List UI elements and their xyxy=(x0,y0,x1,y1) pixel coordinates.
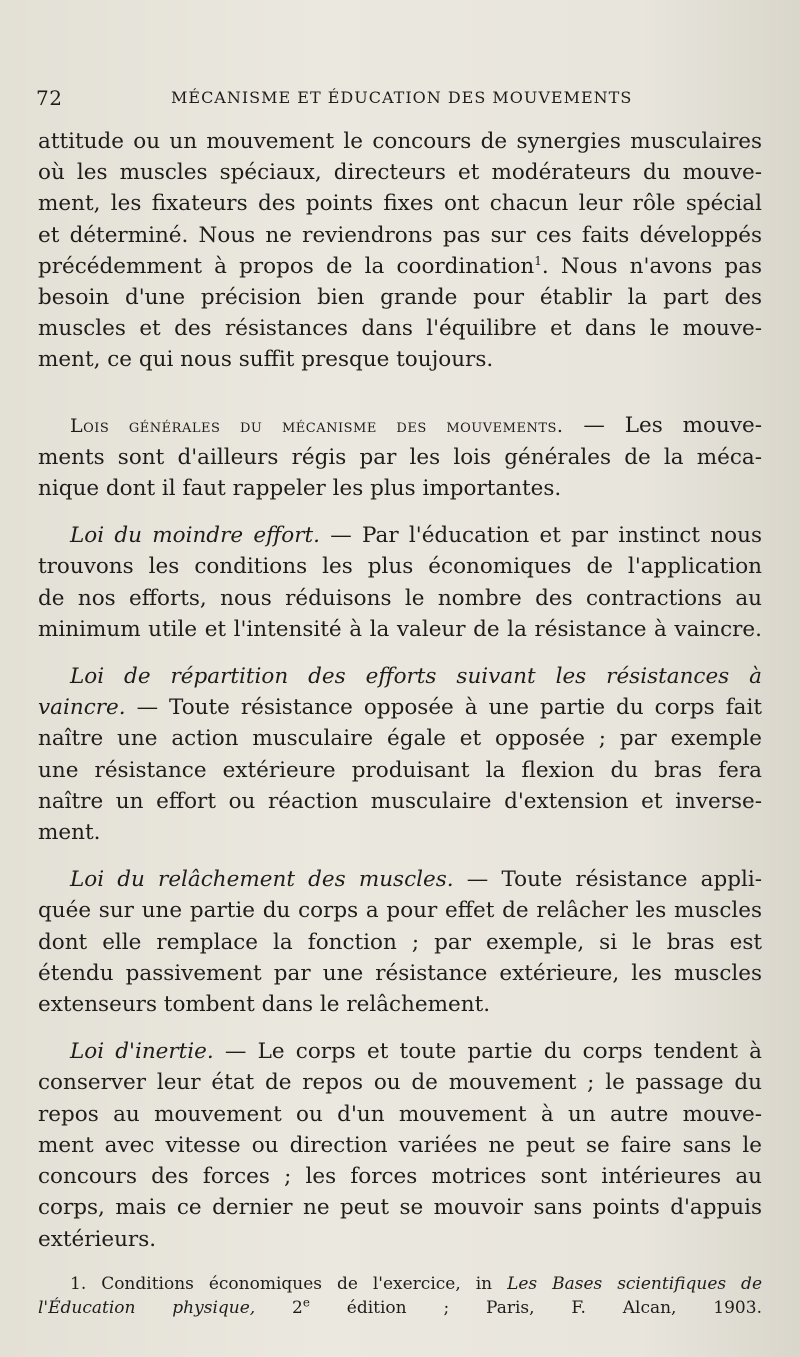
text-line: ment avec vitesse ou direction variées ne peut se faire sans le xyxy=(38,1132,762,1158)
text-line: ment, ce qui nous suffit presque toujours. xyxy=(38,347,494,373)
text-line xyxy=(38,692,762,723)
text-line: minimum utile et l'intensité à la valeur de la résistance à vaincre. xyxy=(38,616,762,642)
text-fragment: . Nous n'avons pas xyxy=(541,253,762,279)
text-line xyxy=(38,520,762,551)
text-line xyxy=(38,251,762,282)
text-fragment: 2 xyxy=(255,1298,303,1318)
law-title: Loi d'inertie. xyxy=(70,1039,214,1065)
text-line: nique dont il faut rappeler les plus importantes. xyxy=(38,476,562,502)
text-line xyxy=(38,1036,762,1067)
text-fragment: Conditions économiques de l'exercice, in xyxy=(86,1274,508,1294)
running-title: MÉCANISME ET ÉDUCATION DES MOUVEMENTS xyxy=(171,88,633,107)
footnote xyxy=(38,1272,762,1320)
text-fragment: — Toute résistance opposée à une partie du corps fait xyxy=(125,695,762,721)
text-line: quée sur une partie du corps a pour effet de relâcher les muscles xyxy=(38,898,762,924)
text-line: ment. xyxy=(38,820,101,846)
text-line: corps, mais ce dernier ne peut se mouvoir sans points d'appuis xyxy=(38,1195,762,1221)
text-line: trouvons les conditions les plus économiques de l'application xyxy=(38,554,762,580)
footnote-line xyxy=(38,1296,762,1320)
text-fragment: édition ; Paris, F. Alcan, 1903. xyxy=(309,1298,762,1318)
law-title: Loi de répartition des efforts suivant les résistances à xyxy=(70,664,762,690)
footnote-line xyxy=(38,1272,762,1296)
page-number: 72 xyxy=(36,86,63,110)
text-line: attitude ou un mouvement le concours de synergies musculaires xyxy=(38,129,762,154)
text-line: ments sont d'ailleurs régis par les lois générales de la méca- xyxy=(38,444,762,470)
text-line: extérieurs. xyxy=(38,1226,157,1252)
section-heading: Lois générales du mécanisme des mouvements. xyxy=(70,414,564,437)
paragraph-3 xyxy=(38,520,762,645)
text-fragment: précédemment à propos de la coordination xyxy=(38,253,535,279)
text-line: et déterminé. Nous ne reviendrons pas sur ces faits développés xyxy=(38,222,762,248)
book-title: l'Éducation physique, xyxy=(38,1298,256,1318)
page-header xyxy=(36,86,760,114)
text-line: repos au mouvement ou d'un mouvement à un autre mouve- xyxy=(38,1101,762,1127)
paragraph-5 xyxy=(38,864,762,1020)
text-line xyxy=(38,864,762,895)
text-line xyxy=(38,410,762,442)
paragraph-2 xyxy=(38,410,762,505)
text-line: muscles et des résistances dans l'équilibre et dans le mouve- xyxy=(38,316,762,342)
text-line: ment, les fixateurs des points fixes ont chacun leur rôle spécial xyxy=(38,191,762,217)
edition-superscript: e xyxy=(302,1295,310,1310)
page-body xyxy=(38,126,762,1255)
text-line: de nos efforts, nous réduisons le nombre des contractions au xyxy=(38,585,762,611)
law-title: Loi du relâchement des muscles. xyxy=(70,867,454,893)
text-line: étendu passivement par une résistance extérieure, les muscles xyxy=(38,960,762,986)
text-line: où les muscles spéciaux, directeurs et modérateurs du mouve- xyxy=(38,160,762,186)
text-line: extenseurs tombent dans le relâchement. xyxy=(38,992,491,1018)
text-fragment: — Toute résistance appli- xyxy=(453,867,762,893)
text-line: naître un effort ou réaction musculaire d'extension et inverse- xyxy=(38,788,762,814)
text-fragment: — Les mouve- xyxy=(563,412,762,438)
paragraph-4 xyxy=(38,661,762,848)
footnote-number: 1. xyxy=(70,1274,87,1294)
text-line: une résistance extérieure produisant la flexion du bras fera xyxy=(38,757,762,783)
text-fragment: — Par l'éducation et par instinct nous xyxy=(320,523,762,549)
text-line: concours des forces ; les forces motrices sont intérieures au xyxy=(38,1164,762,1190)
footnote-ref: 1 xyxy=(534,253,542,268)
text-line: naître une action musculaire égale et opposée ; par exemple xyxy=(38,726,762,752)
text-fragment: — Le corps et toute partie du corps tendent à xyxy=(213,1039,762,1065)
paragraph-6 xyxy=(38,1036,762,1254)
text-line: dont elle remplace la fonction ; par exemple, si le bras est xyxy=(38,929,762,955)
text-line: conserver leur état de repos ou de mouvement ; le passage du xyxy=(38,1070,762,1096)
book-title: Les Bases scientifiques de xyxy=(507,1274,763,1294)
text-line xyxy=(38,661,762,692)
paragraph-1 xyxy=(38,126,762,376)
law-title: vaincre. xyxy=(38,695,126,721)
text-line: besoin d'une précision bien grande pour établir la part des xyxy=(38,285,762,311)
law-title: Loi du moindre effort. xyxy=(70,523,320,549)
